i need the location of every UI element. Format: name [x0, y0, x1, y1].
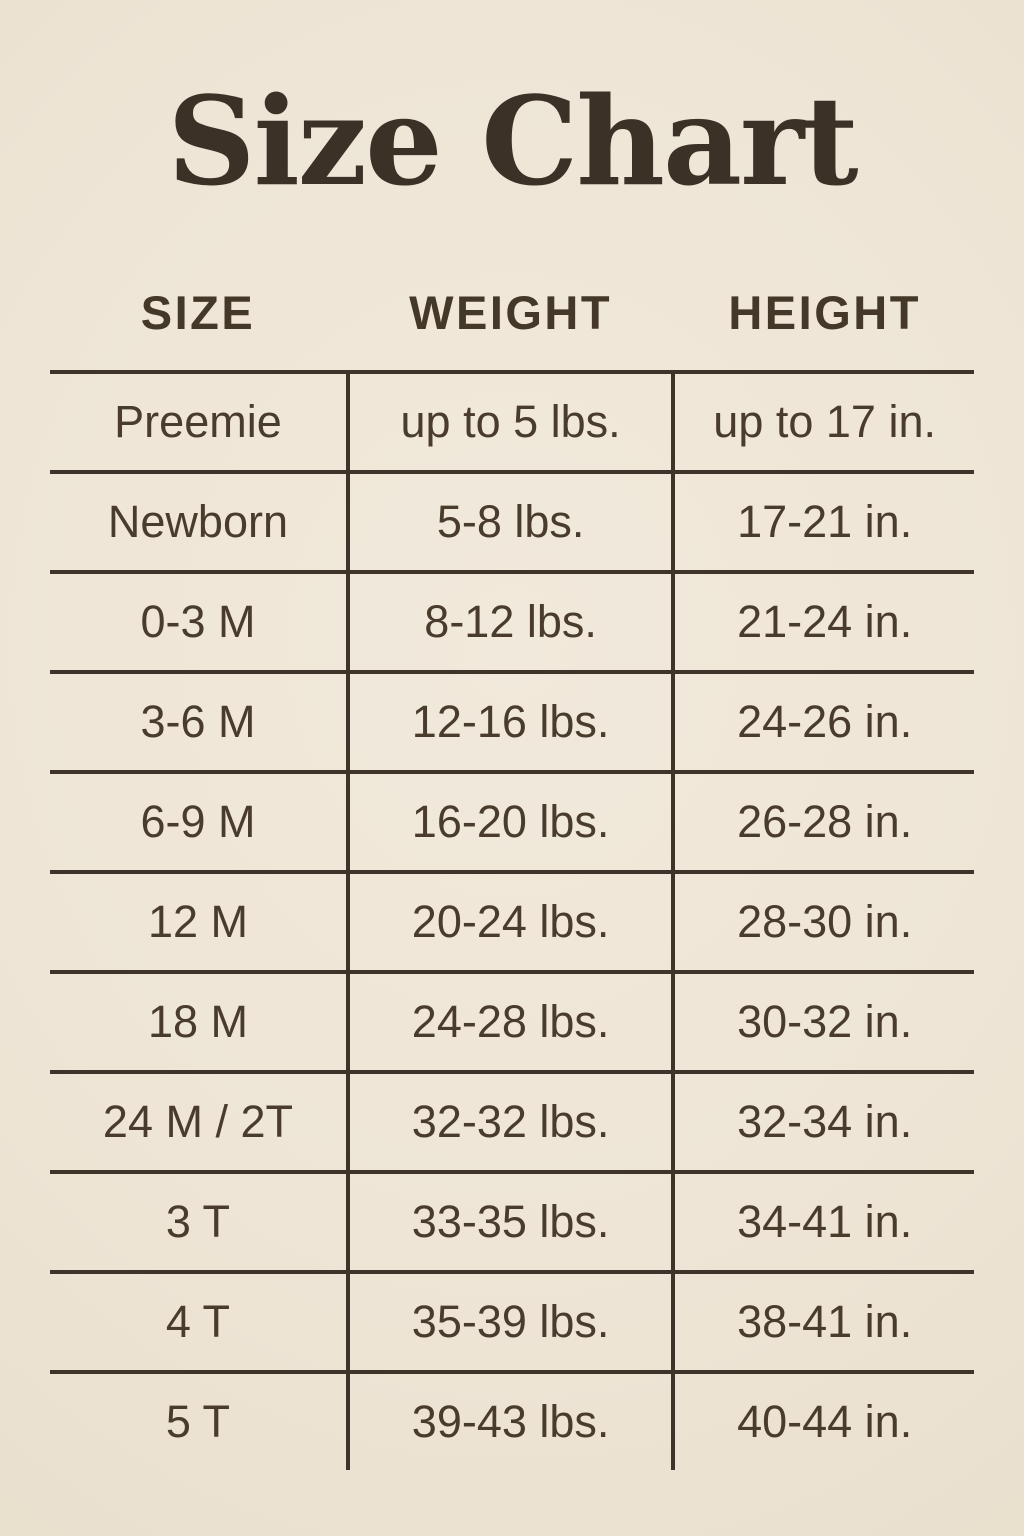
size-table [50, 281, 975, 1470]
weight-cell-12m: 20-24 lbs. [346, 870, 674, 970]
height-cell-4t: 38-41 in. [675, 1270, 975, 1370]
column-header-size: SIZE [140, 286, 256, 340]
weight-cell-3t: 33-35 lbs. [346, 1170, 674, 1270]
weight-cell-6-9m: 16-20 lbs. [346, 770, 674, 870]
size-cell-newborn: Newborn [50, 470, 347, 570]
page-title: Size Chart [167, 69, 857, 213]
weight-cell-newborn: 5-8 lbs. [346, 470, 674, 570]
weight-cell-5t: 39-43 lbs. [346, 1370, 674, 1470]
height-cell-12m: 28-30 in. [675, 870, 975, 970]
column-header-height: HEIGHT [728, 286, 921, 340]
height-cell-6-9m: 26-28 in. [675, 770, 975, 870]
column-header-weight: WEIGHT [409, 286, 613, 340]
weight-cell-preemie: up to 5 lbs. [346, 370, 674, 470]
height-cell-preemie: up to 17 in. [675, 370, 975, 470]
weight-cell-18m: 24-28 lbs. [346, 970, 674, 1070]
height-cell-0-3m: 21-24 in. [675, 570, 975, 670]
size-cell-12m: 12 M [50, 870, 347, 970]
height-cell-3-6m: 24-26 in. [675, 670, 975, 770]
height-cell-newborn: 17-21 in. [675, 470, 975, 570]
weight-cell-24m-2t: 32-32 lbs. [346, 1070, 674, 1170]
size-cell-24m-2t: 24 M / 2T [50, 1070, 347, 1170]
weight-cell-4t: 35-39 lbs. [346, 1270, 674, 1370]
size-cell-preemie: Preemie [50, 370, 347, 470]
size-cell-5t: 5 T [50, 1370, 347, 1470]
weight-cell-3-6m: 12-16 lbs. [346, 670, 674, 770]
size-cell-4t: 4 T [50, 1270, 347, 1370]
height-cell-5t: 40-44 in. [675, 1370, 975, 1470]
size-cell-3t: 3 T [50, 1170, 347, 1270]
height-cell-3t: 34-41 in. [675, 1170, 975, 1270]
size-cell-0-3m: 0-3 M [50, 570, 347, 670]
size-cell-3-6m: 3-6 M [50, 670, 347, 770]
weight-cell-0-3m: 8-12 lbs. [346, 570, 674, 670]
table-body [50, 370, 975, 1470]
size-cell-6-9m: 6-9 M [50, 770, 347, 870]
height-cell-24m-2t: 32-34 in. [675, 1070, 975, 1170]
size-cell-18m: 18 M [50, 970, 347, 1070]
height-cell-18m: 30-32 in. [675, 970, 975, 1070]
table-header-row [50, 281, 975, 345]
